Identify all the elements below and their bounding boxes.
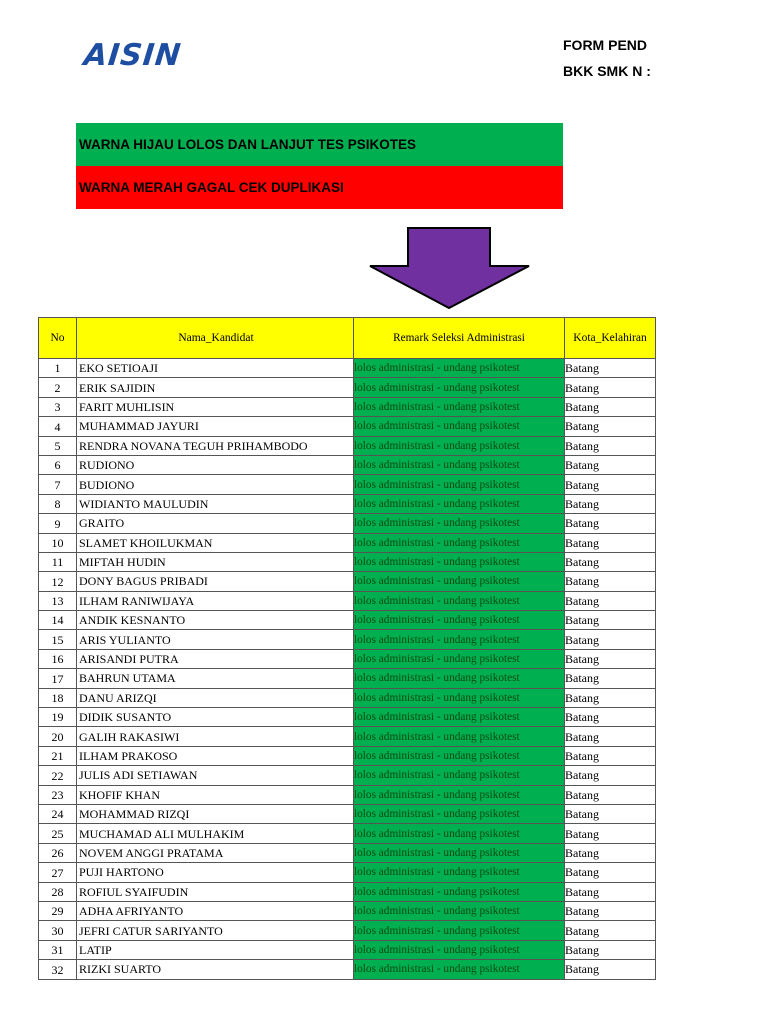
table-header-row: [39, 318, 656, 359]
column-header-no: No: [39, 318, 77, 359]
cell-name: SLAMET KHOILUKMAN: [77, 533, 354, 552]
cell-name: ANDIK KESNANTO: [77, 611, 354, 630]
cell-city: Batang: [565, 960, 656, 979]
cell-name: EKO SETIOAJI: [77, 359, 354, 378]
cell-name: RIZKI SUARTO: [77, 960, 354, 979]
table-row: [39, 649, 656, 668]
cell-no: 6: [39, 455, 77, 474]
cell-remark: lolos administrasi - undang psikotest: [354, 863, 565, 882]
cell-name: ROFIUL SYAIFUDIN: [77, 882, 354, 901]
cell-name: MUHAMMAD JAYURI: [77, 417, 354, 436]
cell-remark: lolos administrasi - undang psikotest: [354, 359, 565, 378]
table-row: [39, 572, 656, 591]
table-row: [39, 611, 656, 630]
cell-name: ARISANDI PUTRA: [77, 649, 354, 668]
cell-no: 21: [39, 746, 77, 765]
cell-name: ILHAM RANIWIJAYA: [77, 591, 354, 610]
cell-name: RUDIONO: [77, 455, 354, 474]
cell-city: Batang: [565, 455, 656, 474]
table-row: [39, 669, 656, 688]
cell-no: 26: [39, 843, 77, 862]
cell-city: Batang: [565, 804, 656, 823]
cell-no: 20: [39, 727, 77, 746]
cell-remark: lolos administrasi - undang psikotest: [354, 572, 565, 591]
cell-city: Batang: [565, 688, 656, 707]
cell-name: LATIP: [77, 940, 354, 959]
cell-city: Batang: [565, 378, 656, 397]
cell-city: Batang: [565, 611, 656, 630]
legend-red-text: WARNA MERAH GAGAL CEK DUPLIKASI: [79, 180, 344, 195]
cell-no: 19: [39, 708, 77, 727]
cell-city: Batang: [565, 882, 656, 901]
cell-name: NOVEM ANGGI PRATAMA: [77, 843, 354, 862]
cell-name: BUDIONO: [77, 475, 354, 494]
cell-remark: lolos administrasi - undang psikotest: [354, 533, 565, 552]
column-header-name: Nama_Kandidat: [77, 318, 354, 359]
cell-city: Batang: [565, 766, 656, 785]
cell-no: 17: [39, 669, 77, 688]
cell-city: Batang: [565, 533, 656, 552]
cell-no: 14: [39, 611, 77, 630]
cell-no: 3: [39, 397, 77, 416]
table-row: [39, 766, 656, 785]
cell-city: Batang: [565, 514, 656, 533]
table-row: [39, 785, 656, 804]
table-row: [39, 552, 656, 571]
table-row: [39, 514, 656, 533]
form-title-line2: BKK SMK N :: [563, 63, 651, 79]
cell-name: DANU ARIZQI: [77, 688, 354, 707]
cell-no: 32: [39, 960, 77, 979]
cell-city: Batang: [565, 708, 656, 727]
cell-name: MOHAMMAD RIZQI: [77, 804, 354, 823]
cell-remark: lolos administrasi - undang psikotest: [354, 591, 565, 610]
cell-no: 12: [39, 572, 77, 591]
cell-no: 11: [39, 552, 77, 571]
cell-no: 8: [39, 494, 77, 513]
table-row: [39, 940, 656, 959]
cell-remark: lolos administrasi - undang psikotest: [354, 960, 565, 979]
column-header-city: Kota_Kelahiran: [565, 318, 656, 359]
cell-city: Batang: [565, 863, 656, 882]
cell-remark: lolos administrasi - undang psikotest: [354, 882, 565, 901]
cell-no: 23: [39, 785, 77, 804]
cell-remark: lolos administrasi - undang psikotest: [354, 417, 565, 436]
cell-city: Batang: [565, 591, 656, 610]
cell-no: 13: [39, 591, 77, 610]
cell-name: RENDRA NOVANA TEGUH PRIHAMBODO: [77, 436, 354, 455]
cell-no: 25: [39, 824, 77, 843]
cell-remark: lolos administrasi - undang psikotest: [354, 436, 565, 455]
form-title: [563, 32, 655, 84]
table-row: [39, 921, 656, 940]
cell-no: 7: [39, 475, 77, 494]
cell-no: 22: [39, 766, 77, 785]
cell-remark: lolos administrasi - undang psikotest: [354, 397, 565, 416]
cell-city: Batang: [565, 552, 656, 571]
table-row: [39, 960, 656, 979]
cell-name: BAHRUN UTAMA: [77, 669, 354, 688]
table-row: [39, 688, 656, 707]
cell-no: 9: [39, 514, 77, 533]
cell-remark: lolos administrasi - undang psikotest: [354, 378, 565, 397]
cell-city: Batang: [565, 417, 656, 436]
cell-remark: lolos administrasi - undang psikotest: [354, 785, 565, 804]
cell-city: Batang: [565, 824, 656, 843]
cell-city: Batang: [565, 494, 656, 513]
table-row: [39, 901, 656, 920]
table-row: [39, 727, 656, 746]
cell-remark: lolos administrasi - undang psikotest: [354, 455, 565, 474]
cell-no: 28: [39, 882, 77, 901]
cell-remark: lolos administrasi - undang psikotest: [354, 475, 565, 494]
column-header-remark: Remark Seleksi Administrasi: [354, 318, 565, 359]
cell-name: MIFTAH HUDIN: [77, 552, 354, 571]
cell-name: DONY BAGUS PRIBADI: [77, 572, 354, 591]
cell-no: 5: [39, 436, 77, 455]
cell-remark: lolos administrasi - undang psikotest: [354, 766, 565, 785]
cell-remark: lolos administrasi - undang psikotest: [354, 746, 565, 765]
down-arrow-icon: [368, 226, 532, 310]
cell-no: 27: [39, 863, 77, 882]
cell-remark: lolos administrasi - undang psikotest: [354, 688, 565, 707]
cell-city: Batang: [565, 669, 656, 688]
table-row: [39, 359, 656, 378]
table-row: [39, 630, 656, 649]
cell-name: ILHAM PRAKOSO: [77, 746, 354, 765]
table-row: [39, 378, 656, 397]
cell-remark: lolos administrasi - undang psikotest: [354, 630, 565, 649]
cell-name: FARIT MUHLISIN: [77, 397, 354, 416]
table-row: [39, 708, 656, 727]
cell-city: Batang: [565, 649, 656, 668]
cell-no: 30: [39, 921, 77, 940]
cell-city: Batang: [565, 572, 656, 591]
cell-remark: lolos administrasi - undang psikotest: [354, 708, 565, 727]
table-row: [39, 863, 656, 882]
cell-remark: lolos administrasi - undang psikotest: [354, 940, 565, 959]
cell-remark: lolos administrasi - undang psikotest: [354, 514, 565, 533]
cell-city: Batang: [565, 436, 656, 455]
table-row: [39, 591, 656, 610]
form-title-line1: FORM PEND: [563, 37, 647, 53]
cell-remark: lolos administrasi - undang psikotest: [354, 649, 565, 668]
table-body: [39, 359, 656, 980]
cell-city: Batang: [565, 940, 656, 959]
cell-remark: lolos administrasi - undang psikotest: [354, 611, 565, 630]
table-row: [39, 417, 656, 436]
cell-remark: lolos administrasi - undang psikotest: [354, 921, 565, 940]
cell-remark: lolos administrasi - undang psikotest: [354, 843, 565, 862]
cell-name: GALIH RAKASIWI: [77, 727, 354, 746]
table-row: [39, 475, 656, 494]
cell-city: Batang: [565, 921, 656, 940]
cell-remark: lolos administrasi - undang psikotest: [354, 901, 565, 920]
table-row: [39, 804, 656, 823]
cell-name: ERIK SAJIDIN: [77, 378, 354, 397]
cell-remark: lolos administrasi - undang psikotest: [354, 804, 565, 823]
cell-name: DIDIK SUSANTO: [77, 708, 354, 727]
aisin-logo: AISIN: [82, 38, 184, 73]
cell-no: 29: [39, 901, 77, 920]
legend-green-row: [76, 123, 563, 166]
table-row: [39, 494, 656, 513]
cell-city: Batang: [565, 746, 656, 765]
cell-city: Batang: [565, 727, 656, 746]
cell-name: ARIS YULIANTO: [77, 630, 354, 649]
table-row: [39, 882, 656, 901]
cell-no: 31: [39, 940, 77, 959]
cell-city: Batang: [565, 475, 656, 494]
cell-name: ADHA AFRIYANTO: [77, 901, 354, 920]
cell-city: Batang: [565, 843, 656, 862]
table-row: [39, 746, 656, 765]
table-row: [39, 455, 656, 474]
cell-name: GRAITO: [77, 514, 354, 533]
cell-city: Batang: [565, 397, 656, 416]
table-row: [39, 843, 656, 862]
cell-name: JEFRI CATUR SARIYANTO: [77, 921, 354, 940]
cell-no: 16: [39, 649, 77, 668]
cell-no: 1: [39, 359, 77, 378]
cell-city: Batang: [565, 630, 656, 649]
color-legend: [76, 123, 563, 209]
table-row: [39, 533, 656, 552]
cell-no: 4: [39, 417, 77, 436]
cell-name: MUCHAMAD ALI MULHAKIM: [77, 824, 354, 843]
cell-name: KHOFIF KHAN: [77, 785, 354, 804]
cell-city: Batang: [565, 785, 656, 804]
cell-no: 10: [39, 533, 77, 552]
cell-city: Batang: [565, 359, 656, 378]
cell-city: Batang: [565, 901, 656, 920]
cell-remark: lolos administrasi - undang psikotest: [354, 494, 565, 513]
cell-no: 24: [39, 804, 77, 823]
table-row: [39, 824, 656, 843]
cell-no: 15: [39, 630, 77, 649]
table-row: [39, 397, 656, 416]
cell-no: 18: [39, 688, 77, 707]
cell-remark: lolos administrasi - undang psikotest: [354, 669, 565, 688]
cell-remark: lolos administrasi - undang psikotest: [354, 727, 565, 746]
cell-remark: lolos administrasi - undang psikotest: [354, 552, 565, 571]
legend-green-text: WARNA HIJAU LOLOS DAN LANJUT TES PSIKOTES: [79, 137, 417, 152]
candidate-table: [38, 317, 656, 980]
cell-name: PUJI HARTONO: [77, 863, 354, 882]
cell-name: JULIS ADI SETIAWAN: [77, 766, 354, 785]
cell-no: 2: [39, 378, 77, 397]
cell-remark: lolos administrasi - undang psikotest: [354, 824, 565, 843]
table-row: [39, 436, 656, 455]
legend-red-row: [76, 166, 563, 209]
cell-name: WIDIANTO MAULUDIN: [77, 494, 354, 513]
